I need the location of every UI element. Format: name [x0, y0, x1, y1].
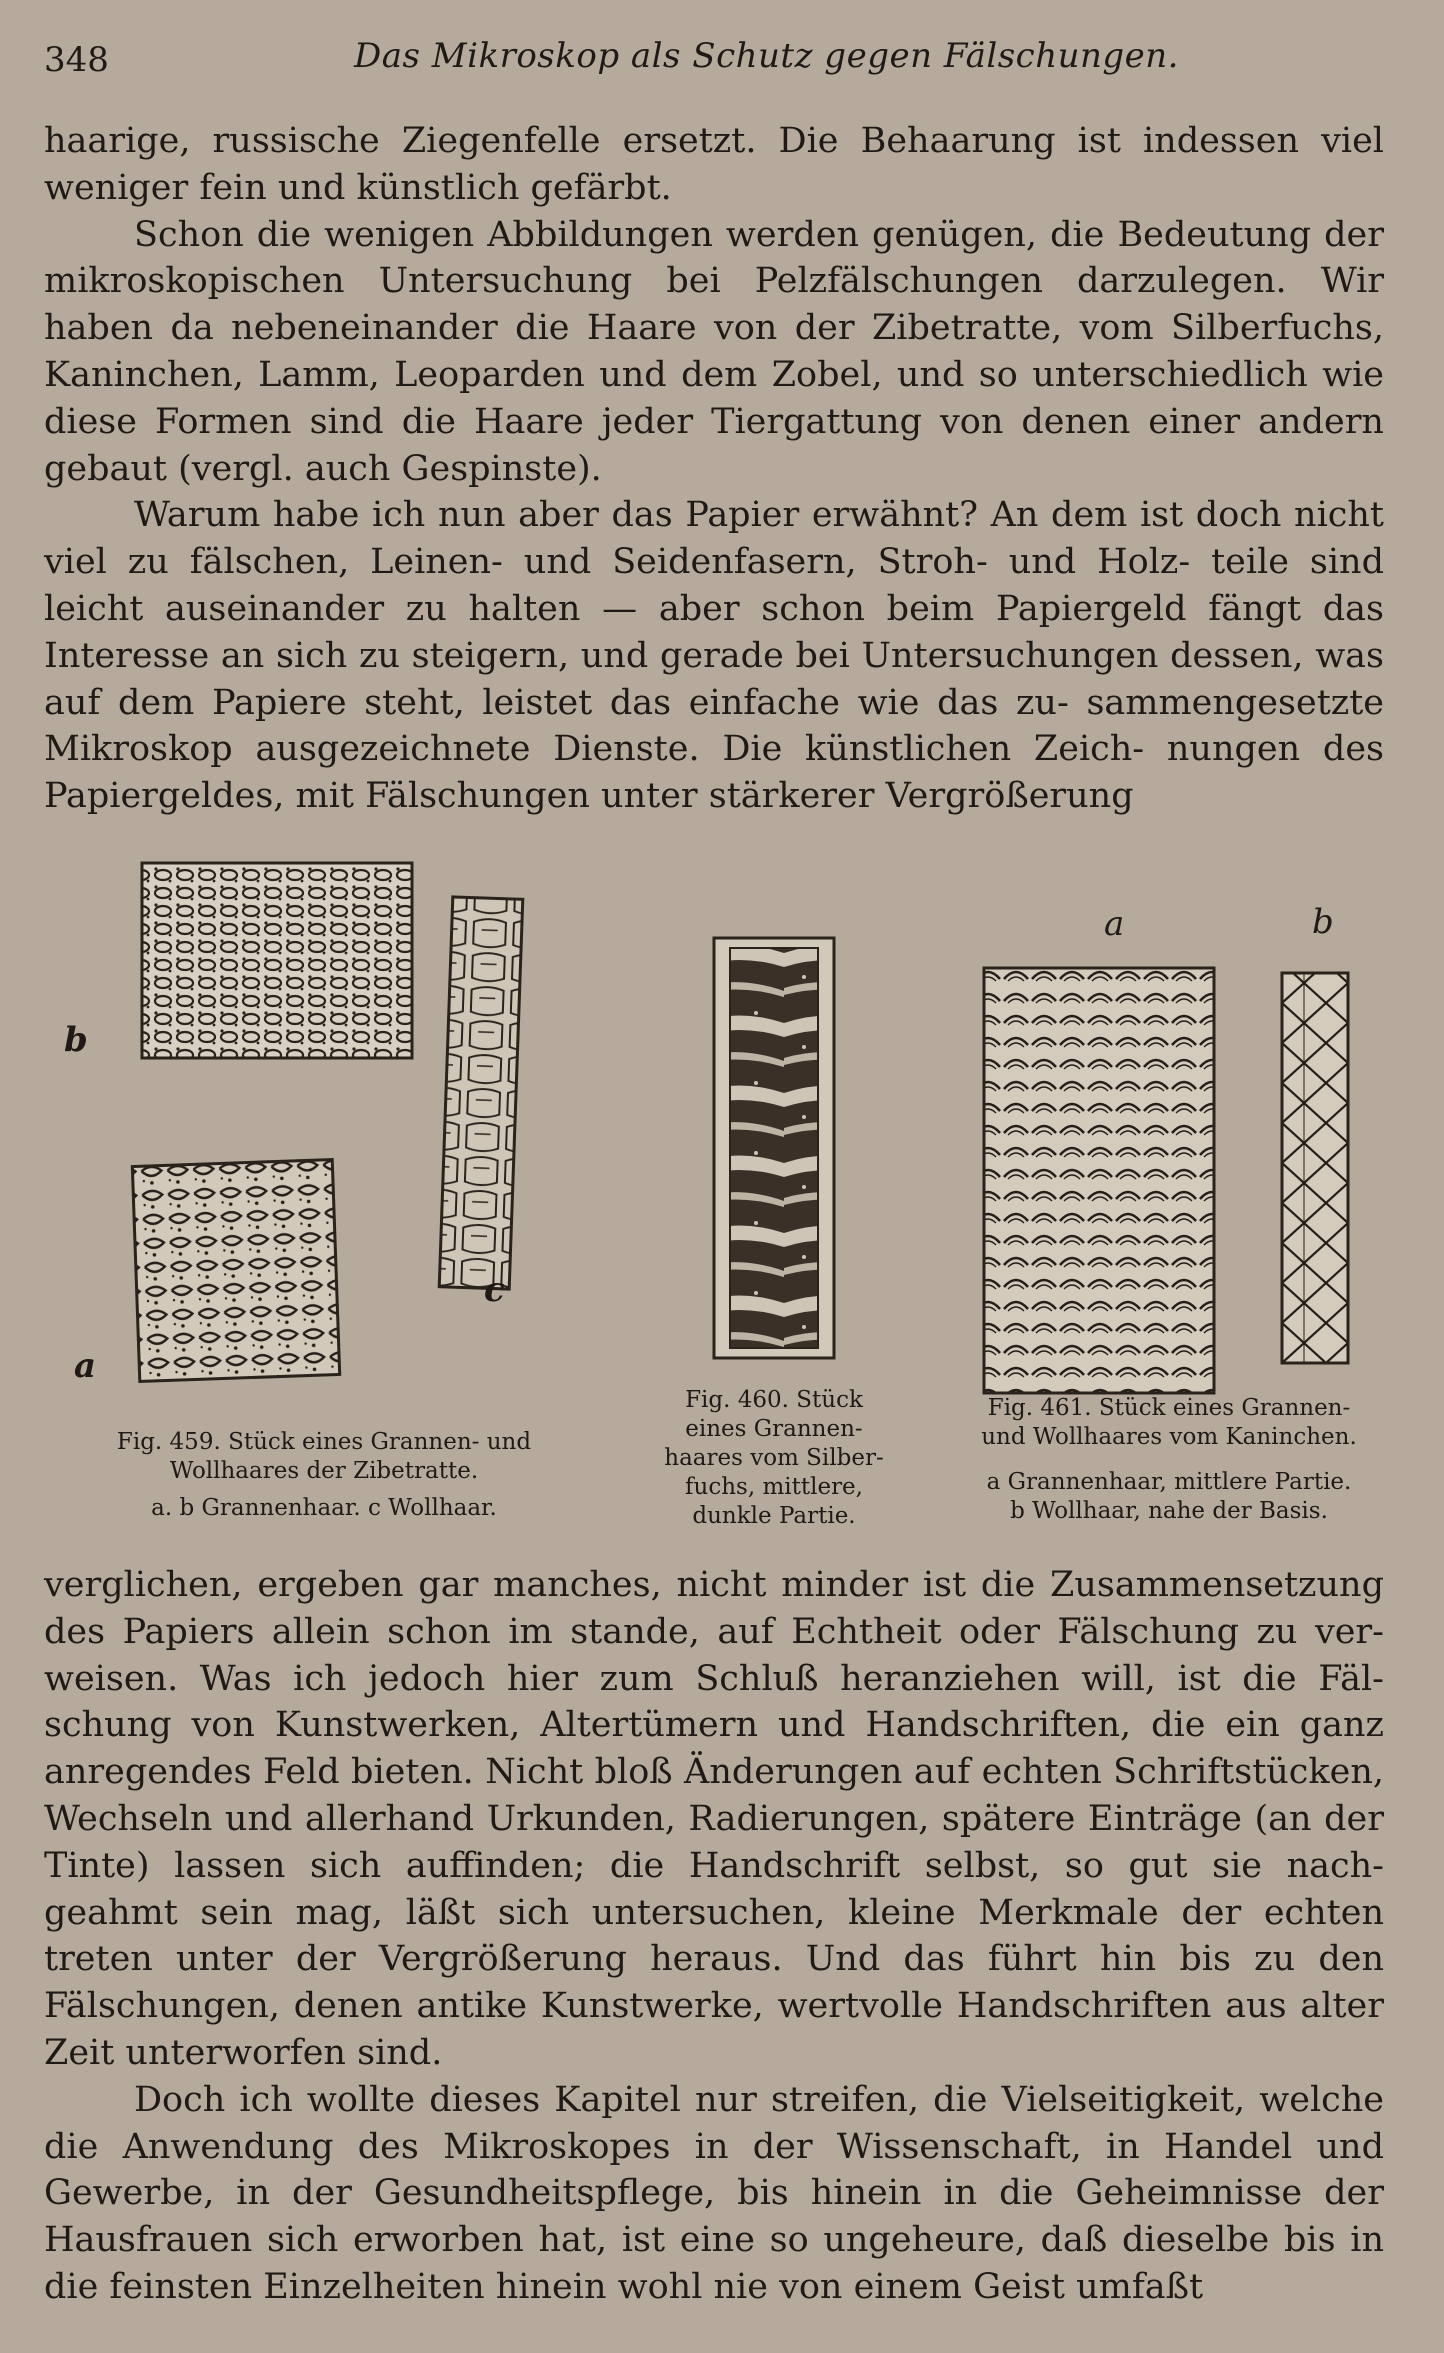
text-line: mikroskopischen Untersuchung bei Pelzfälschungen darzulegen. Wir haben: [44, 261, 1384, 349]
paragraph: [44, 492, 1384, 820]
text-line: teile sind leicht auseinander zu halten — aber schon beim Papiergeld: [44, 542, 1384, 629]
running-title: Das Mikroskop als Schutz gegen Fälschungen.: [354, 36, 1179, 76]
text-line: des Papiers allein schon im stande, auf Echtheit oder Fälschung zu ver-: [44, 1611, 1384, 1652]
text-line: doch nicht viel zu fälschen, Leinen- und Seidenfasern, Stroh- und Holz-: [44, 495, 1384, 583]
text-line: dessen, was auf dem Papiere steht, leistet das einfache wie das zu-: [44, 635, 1384, 723]
fig461-caption-line3: a Grannenhaar, mittlere Partie.: [986, 1469, 1352, 1495]
text-line: weisen. Was ich jedoch hier zum Schluß heranziehen will, ist die Fäl-: [44, 1658, 1384, 1699]
fig459-piece-a: [132, 1160, 339, 1382]
fig461-illustration: [974, 963, 1394, 1403]
text-line: Schon die wenigen Abbildungen werden genügen, die Bedeutung der: [134, 214, 1384, 255]
text-line: wie diese Formen sind die Haare jeder Tiergattung von denen einer: [44, 354, 1384, 442]
text-line: geahmt sein mag, läßt sich untersuchen, kleine Merkmale der echten: [44, 1892, 1384, 1933]
fig461-caption: [949, 1394, 1389, 1526]
body-text-top: [44, 118, 1384, 820]
text-line: Kaninchen, Lamm, Leoparden und dem Zobel, und so unterschiedlich: [44, 354, 1308, 395]
fig459-illustration: [64, 848, 604, 1408]
text-line: Gewerbe, in der Gesundheitspflege, bis hinein in die Geheimnisse der: [44, 2173, 1384, 2214]
fig459-caption: [44, 1428, 604, 1523]
text-line: verglichen, ergeben gar manches, nicht minder ist die Zusammensetzung: [44, 1565, 1384, 1605]
page-header: [44, 36, 1384, 86]
fig461-caption-line1: Fig. 461. Stück eines Grannen-: [987, 1395, 1351, 1421]
text-line: sammengesetzte Mikroskop ausgezeichnete Dienste. Die künstlichen Zeich-: [44, 682, 1384, 770]
fig459-label-c: c: [484, 1270, 505, 1310]
text-line: schung von Kunstwerken, Altertümern und Handschriften, die ein ganz: [44, 1705, 1384, 1746]
text-line: fängt das Interesse an sich zu steigern, und gerade bei Untersuchungen: [44, 588, 1384, 676]
fig461-label-b: b: [1312, 902, 1334, 942]
fig461-hair-b: [1282, 973, 1348, 1363]
text-line: Wechseln und allerhand Urkunden, Radierungen, spätere Einträge (an: [44, 1798, 1312, 1839]
fig460-caption-line: dunkle Partie.: [692, 1503, 856, 1529]
text-line: Hausfrauen sich erworben hat, ist eine so ungeheure, daß dieselbe bis: [44, 2220, 1336, 2261]
paragraph: [44, 212, 1384, 493]
text-line: die Anwendung des Mikroskopes in der Wissenschaft, in Handel und: [44, 2126, 1384, 2167]
fig459-label-b: b: [64, 1020, 88, 1060]
fig459-caption-line2: Wollhaares der Zibetratte.: [169, 1458, 479, 1484]
text-line: nungen des Papiergeldes, mit Fälschungen unter stärkerer Vergrößerung: [44, 729, 1384, 817]
text-line: treten unter der Vergrößerung heraus. Und das führt hin bis zu den: [44, 1939, 1384, 1980]
fig459-caption-line1: Fig. 459. Stück eines Grannen- und: [116, 1429, 532, 1455]
fig459-piece-c: [439, 897, 523, 1289]
figure-area: [44, 838, 1384, 1538]
text-line: andern gebaut (vergl. auch Gespinste).: [44, 401, 1384, 489]
text-line: da nebeneinander die Haare von der Zibetratte, vom Silberfuchs,: [170, 308, 1384, 349]
fig460-caption: [644, 1386, 904, 1531]
fig460-caption-line: haares vom Silber-: [664, 1445, 884, 1471]
page-number: 348: [44, 40, 109, 80]
fig461-hair-a: [984, 968, 1214, 1393]
text-line: Zeit unterworfen sind.: [44, 2032, 443, 2073]
fig460-caption-line: eines Grannen-: [685, 1416, 863, 1442]
text-line: in die feinsten Einzelheiten hinein wohl nie von einem Geist umfaßt: [44, 2220, 1384, 2307]
text-line: weniger fein und künstlich gefärbt.: [44, 167, 672, 208]
fig459-piece-b: [142, 863, 412, 1058]
paragraph: [44, 118, 1384, 212]
fig460-illustration: [694, 933, 854, 1363]
paragraph: [44, 1562, 1384, 2077]
fig461-caption-line2: und Wollhaares vom Kaninchen.: [981, 1424, 1357, 1450]
text-line: Fälschungen, denen antike Kunstwerke, wertvolle Handschriften aus alter: [44, 1986, 1384, 2027]
text-line: anregendes Feld bieten. Nicht bloß Änderungen auf echten Schriftstücken,: [44, 1752, 1384, 1793]
fig459-caption-line3: a. b Grannenhaar. c Wollhaar.: [151, 1495, 497, 1521]
text-line: der Tinte) lassen sich auffinden; die Handschrift selbst, so gut sie nach-: [44, 1798, 1384, 1886]
fig461-caption-line4: b Wollhaar, nahe der Basis.: [1010, 1498, 1328, 1524]
text-line: Doch ich wollte dieses Kapitel nur streifen, die Vielseitigkeit, welche: [134, 2079, 1384, 2120]
text-line: Warum habe ich nun aber das Papier erwähnt? An dem ist: [134, 495, 1184, 536]
fig460-caption-line: fuchs, mittlere,: [685, 1474, 863, 1500]
body-text-bottom: [44, 1562, 1384, 2311]
fig460-caption-line: Fig. 460. Stück: [685, 1387, 863, 1413]
paragraph: [44, 2077, 1384, 2311]
fig460-hair-medulla: [730, 948, 818, 1348]
text-line: haarige, russische Ziegenfelle ersetzt. Die Behaarung ist indessen viel: [44, 121, 1384, 161]
fig459-label-a: a: [74, 1346, 97, 1386]
fig461-label-a: a: [1104, 904, 1125, 944]
